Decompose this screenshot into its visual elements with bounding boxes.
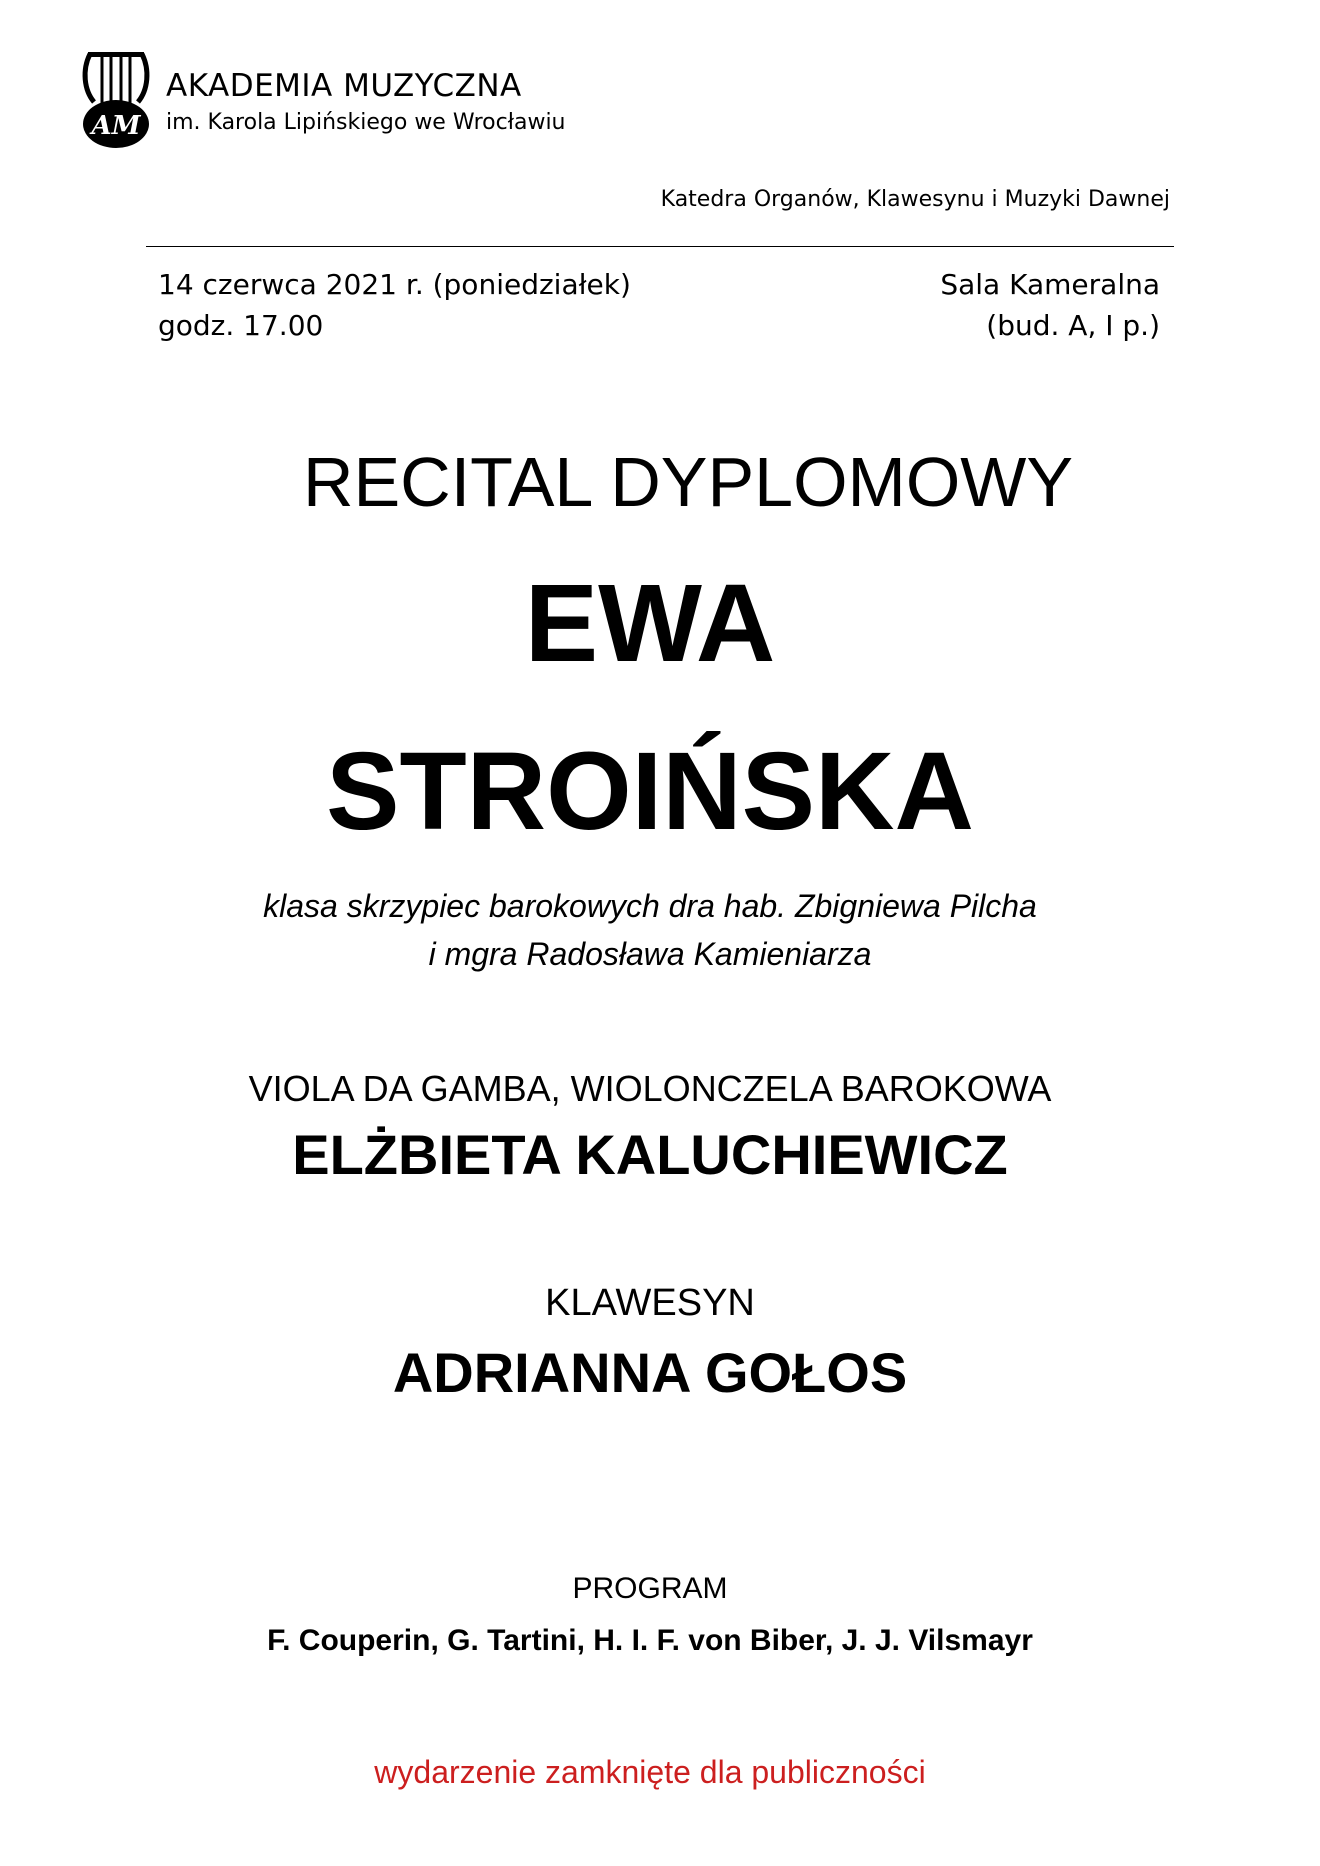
event-venue: Sala Kameralna	[940, 268, 1160, 301]
lyre-icon	[80, 50, 152, 150]
performer-last-name: STROIŃSKA	[326, 730, 974, 853]
accompanist-name: ELŻBIETA KALUCHIEWICZ	[292, 1123, 1008, 1186]
event-date: 14 czerwca 2021 r. (poniedziałek)	[158, 268, 631, 301]
performer-first-name: EWA	[524, 562, 776, 685]
accompanist-instrument: KLAWESYN	[545, 1282, 755, 1324]
class-line-1: klasa skrzypiec barokowych dra hab. Zbigniewa Pilcha	[263, 888, 1037, 924]
logo-monogram: AM	[91, 111, 141, 141]
accompanist-name: ADRIANNA GOŁOS	[392, 1341, 908, 1404]
closed-event-notice: wydarzenie zamknięte dla publiczności	[374, 1754, 926, 1790]
event-time: godz. 17.00	[158, 309, 324, 342]
class-line-2: i mgra Radosława Kamieniarza	[428, 936, 872, 972]
recital-title: RECITAL DYPLOMOWY	[302, 443, 1074, 521]
academy-subtitle: im. Karola Lipińskiego we Wrocławiu	[166, 110, 566, 135]
program-label: PROGRAM	[572, 1572, 728, 1605]
program-composers: F. Couperin, G. Tartini, H. I. F. von Biber, J. J. Vilsmayr	[267, 1624, 1033, 1657]
header-divider	[146, 246, 1174, 247]
event-venue-detail: (bud. A, I p.)	[986, 309, 1160, 342]
department: Katedra Organów, Klawesynu i Muzyki Dawnej	[660, 187, 1170, 212]
academy-name: AKADEMIA MUZYCZNA	[166, 68, 522, 104]
accompanist-instrument: VIOLA DA GAMBA, WIOLONCZELA BAROKOWA	[248, 1068, 1052, 1109]
